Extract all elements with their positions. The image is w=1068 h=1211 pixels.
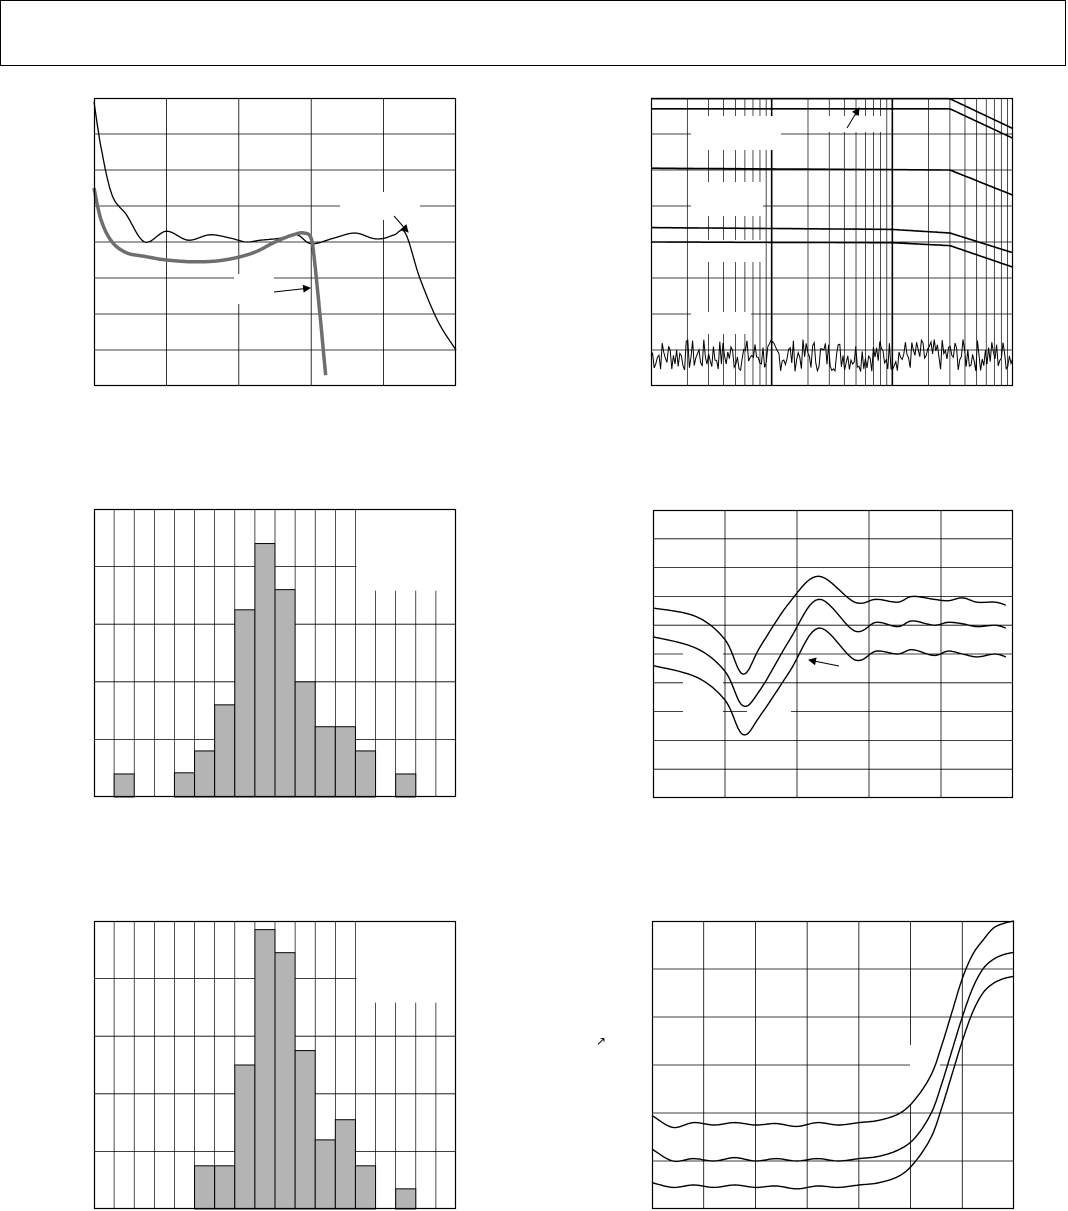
c5-bar: [396, 1189, 416, 1209]
c3-bar: [295, 682, 315, 797]
chart-4-line: [653, 510, 1013, 798]
c5-bar: [195, 1166, 215, 1209]
c3-bar: [255, 544, 275, 797]
c3-bar: [275, 590, 295, 797]
c5-bar: [355, 1166, 375, 1209]
c1-annotation-arrow: [274, 288, 310, 292]
c2-label-area: [691, 240, 763, 262]
stray-arrow-mark: ↗: [596, 1034, 607, 1048]
c5-bar: [255, 930, 275, 1209]
c5-legend-area: [356, 922, 455, 1003]
c5-bar: [335, 1120, 355, 1209]
c5-bar: [275, 953, 295, 1209]
c3-bar: [114, 774, 134, 797]
c1-label-area: [234, 274, 274, 304]
c3-legend-area: [356, 510, 455, 591]
c3-bar: [215, 705, 235, 797]
c6-label-area: [910, 1045, 940, 1105]
c3-bar: [235, 610, 255, 797]
c2-noise-floor-line: [651, 340, 1013, 372]
c6-series-3-line: [652, 976, 1014, 1189]
c3-bar: [335, 727, 355, 797]
c5-bar: [235, 1065, 255, 1209]
c3-bar: [355, 751, 375, 797]
c5-bar: [295, 1051, 315, 1209]
c5-bar: [215, 1166, 235, 1209]
c2-label-area: [691, 182, 763, 216]
c2-label-area: [815, 116, 885, 132]
chart-3-histogram: [94, 509, 456, 797]
chart-2-logline: [651, 98, 1013, 386]
c4-annotation-arrow: [809, 660, 839, 666]
c1-label-area: [340, 192, 420, 220]
c3-bar: [174, 773, 194, 797]
c2-label-area: [691, 116, 781, 150]
chart-6-line: [652, 921, 1014, 1209]
c1-series-2-line: [94, 188, 326, 375]
c5-bar: [315, 1140, 335, 1209]
c3-bar: [396, 774, 416, 797]
chart-1-line: [94, 98, 456, 386]
chart-5-histogram: [94, 921, 456, 1209]
c3-bar: [195, 751, 215, 797]
page-header: [0, 0, 1066, 66]
c1-series-1-line: [94, 102, 456, 350]
header-text: [1, 1, 1065, 17]
c6-series-2-line: [652, 952, 1014, 1161]
c3-bar: [315, 727, 335, 797]
c2-label-area: [691, 312, 751, 334]
